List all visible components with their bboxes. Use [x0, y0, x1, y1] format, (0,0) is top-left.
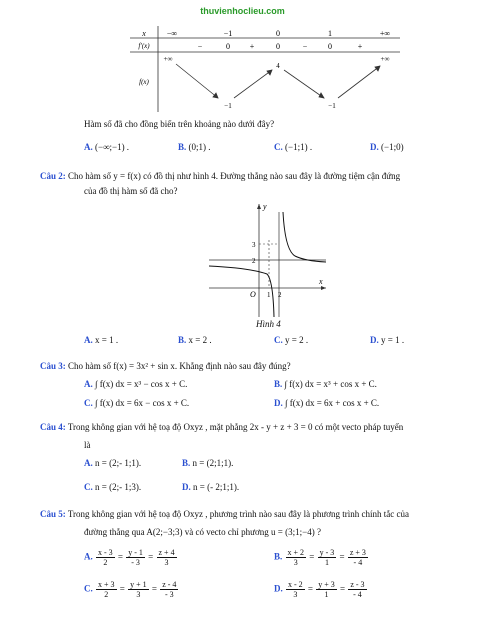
- q1-stem: Hàm số đã cho đồng biến trên khoảng nào dưới đây?: [84, 119, 275, 129]
- q4-d-text: n = (- 2;1;1).: [193, 482, 240, 492]
- q5-b-num-1: x + 2: [287, 548, 305, 557]
- q1-c-text: (−1;1) .: [285, 142, 313, 152]
- q4-b-text: n = (2;1;1).: [192, 458, 234, 468]
- q5-d-eq-1: =: [307, 583, 313, 594]
- q5-b-den-2: 1: [324, 558, 329, 567]
- q3-option-c[interactable]: [84, 397, 189, 409]
- q2-caption: Hình 4: [256, 319, 281, 329]
- q5-option-d[interactable]: [274, 580, 368, 599]
- fp-sign-2: +: [249, 42, 255, 51]
- q5-option-c[interactable]: [84, 580, 179, 599]
- q3-d-letter: D.: [274, 398, 283, 408]
- site-watermark: thuvienhoclieu.com: [200, 6, 285, 16]
- q5-c-den-2: 3: [136, 590, 141, 599]
- q5-d-den-1: 3: [293, 590, 298, 599]
- q3-line1: [40, 360, 291, 372]
- q5-d-num-3: z - 3: [350, 580, 365, 589]
- q5-a-letter: A.: [84, 551, 93, 562]
- q5-c-num-3: z - 4: [162, 580, 177, 589]
- q5-c-frac-2: [128, 580, 149, 599]
- graph-tick-y3: 3: [252, 241, 256, 249]
- q5-option-a[interactable]: [84, 548, 178, 567]
- q5-a-den-2: - 3: [131, 558, 140, 567]
- q5-c-frac-3: [160, 580, 178, 599]
- q2-d-text: y = 1 .: [381, 335, 405, 345]
- q5-b-frac-2: [318, 548, 337, 567]
- fp-sign-4: −: [302, 42, 308, 51]
- q3-stem: Cho hàm số f(x) = 3x² + sin x. Khẳng định nào sau đây đúng?: [68, 361, 291, 371]
- q2-d-letter: D.: [370, 335, 379, 345]
- q3-b-letter: B.: [274, 379, 283, 389]
- q2-option-b[interactable]: [178, 334, 212, 346]
- q1-c-letter: C.: [274, 142, 283, 152]
- graph-x-label: x: [319, 277, 323, 286]
- fp-sign-6: +: [357, 42, 363, 51]
- q4-option-a[interactable]: [84, 457, 141, 469]
- q1-b-letter: B.: [178, 142, 187, 152]
- q5-a-num-1: x - 3: [98, 548, 113, 557]
- q4-c-text: n = (2;- 1;3).: [95, 482, 142, 492]
- q5-a-den-1: 2: [103, 558, 108, 567]
- q5-a-num-2: y - 1: [128, 548, 143, 557]
- q2-label: Câu 2:: [40, 171, 66, 181]
- f-val-4: +∞: [380, 55, 390, 63]
- q1-option-d[interactable]: [370, 141, 404, 153]
- q2-option-a[interactable]: [84, 334, 118, 346]
- q4-option-c[interactable]: [84, 481, 141, 493]
- q3-c-letter: C.: [84, 398, 93, 408]
- q5-c-frac-1: [96, 580, 117, 599]
- q4-option-b[interactable]: [182, 457, 233, 469]
- x-val-0: −∞: [166, 29, 178, 38]
- q5-text-1: Trong không gian với hệ toạ độ Oxyz , phương trình nào sau đây là phương trình chính tắc của: [67, 509, 410, 519]
- q3-option-a[interactable]: [84, 378, 187, 390]
- q4-a-text: n = (2;- 1;1).: [95, 458, 142, 468]
- q3-d-text: ∫ f(x) dx = 6x + cos x + C.: [285, 398, 380, 408]
- q3-option-b[interactable]: [274, 378, 377, 390]
- q5-c-num-2: y + 1: [130, 580, 147, 589]
- q1-d-text: (−1;0): [381, 142, 404, 152]
- q5-option-b[interactable]: [274, 548, 369, 567]
- q5-c-den-1: 2: [104, 590, 109, 599]
- q5-b-letter: B.: [274, 551, 283, 562]
- q5-b-eq-2: =: [339, 551, 345, 562]
- q1-option-c[interactable]: [274, 141, 312, 153]
- q5-a-frac-3: [157, 548, 177, 567]
- q5-d-frac-2: [316, 580, 337, 599]
- q5-b-den-3: - 4: [353, 558, 363, 567]
- q5-b-frac-1: [286, 548, 307, 567]
- q2-line1: [40, 170, 400, 182]
- q5-a-frac-1: [96, 548, 115, 567]
- q2-b-text: x = 2 .: [188, 335, 212, 345]
- q5-d-num-1: x - 2: [288, 580, 303, 589]
- q5-label: Câu 5:: [40, 509, 66, 519]
- q2-graph: [205, 200, 330, 320]
- q1-option-a[interactable]: [84, 141, 129, 153]
- q3-a-letter: A.: [84, 379, 93, 389]
- fp-sign-3: 0: [276, 42, 280, 51]
- q1-a-letter: A.: [84, 142, 93, 152]
- f-val-1: −1: [224, 102, 232, 110]
- q5-d-frac-1: [286, 580, 305, 599]
- f-val-0: +∞: [163, 55, 173, 63]
- graph-tick-1: 1: [267, 291, 271, 299]
- q2-a-letter: A.: [84, 335, 93, 345]
- q5-d-eq-2: =: [340, 583, 346, 594]
- q5-a-num-3: z + 4: [158, 548, 175, 557]
- fp-sign-0: −: [197, 42, 203, 51]
- q1-d-letter: D.: [370, 142, 379, 152]
- q5-b-num-3: z + 3: [349, 548, 366, 557]
- q4-option-d[interactable]: [182, 481, 239, 493]
- f-val-3: −1: [328, 102, 336, 110]
- q5-line1: [40, 508, 409, 520]
- table-fp-label: f'(x): [138, 42, 150, 50]
- q4-a-letter: A.: [84, 458, 93, 468]
- q4-d-letter: D.: [182, 482, 191, 492]
- q3-option-d[interactable]: [274, 397, 379, 409]
- q5-d-frac-3: [348, 580, 366, 599]
- q2-c-text: y = 2 .: [285, 335, 309, 345]
- graph-y-label: y: [263, 202, 267, 211]
- table-x-label: x: [142, 29, 146, 38]
- q2-a-text: x = 1 .: [95, 335, 119, 345]
- q2-option-c[interactable]: [274, 334, 308, 346]
- q2-c-letter: C.: [274, 335, 283, 345]
- q2-b-letter: B.: [178, 335, 187, 345]
- q2-text-1: Cho hàm số y = f(x) có đồ thị như hình 4. Đường thẳng nào sau đây là đường tiệm cận đứng: [68, 171, 401, 181]
- q1-b-text: (0;1) .: [188, 142, 211, 152]
- q4-label: Câu 4:: [40, 422, 66, 432]
- q5-d-letter: D.: [274, 583, 283, 594]
- graph-tick-2: 2: [278, 291, 282, 299]
- x-val-4: +∞: [379, 29, 391, 38]
- x-val-3: 1: [328, 29, 332, 38]
- q5-a-den-3: 3: [164, 558, 169, 567]
- q5-b-eq-1: =: [309, 551, 315, 562]
- f-val-2: 4: [276, 62, 280, 70]
- q3-b-text: ∫ f(x) dx = x³ + cos x + C.: [284, 379, 377, 389]
- q4-line2: là: [84, 440, 91, 450]
- q5-d-den-2: 1: [324, 590, 329, 599]
- q5-c-eq-2: =: [151, 583, 157, 594]
- q5-b-frac-3: [348, 548, 368, 567]
- fp-sign-5: 0: [328, 42, 332, 51]
- x-val-1: −1: [223, 29, 233, 38]
- q1-option-b[interactable]: [178, 141, 211, 153]
- q5-c-num-1: x + 3: [98, 580, 115, 589]
- q5-b-den-1: 3: [293, 558, 298, 567]
- x-val-2: 0: [276, 29, 280, 38]
- q2-option-d[interactable]: [370, 334, 404, 346]
- q4-text-1: Trong không gian với hệ toạ độ Oxyz , mặt phẳng 2x - y + z + 3 = 0 có một vecto pháp tuyến: [67, 422, 404, 432]
- graph-origin: O: [250, 290, 256, 299]
- q5-c-den-3: - 3: [164, 590, 174, 599]
- q5-b-num-2: y - 3: [319, 548, 335, 557]
- q5-d-num-2: y + 3: [318, 580, 335, 589]
- graph-tick-y2: 2: [252, 257, 256, 265]
- q4-line1: [40, 421, 403, 433]
- q5-d-den-3: - 4: [353, 590, 362, 599]
- fp-sign-1: 0: [226, 42, 230, 51]
- variation-table: [130, 26, 400, 112]
- q2-line2: của đồ thị hàm số đã cho?: [84, 186, 178, 196]
- q4-b-letter: B.: [182, 458, 191, 468]
- q5-a-frac-2: [126, 548, 145, 567]
- q5-c-eq-1: =: [119, 583, 125, 594]
- q5-a-eq-1: =: [117, 551, 123, 562]
- q5-line2: đường thẳng qua A(2;−3;3) và có vecto chỉ phương u = (3;1;−4) ?: [84, 527, 321, 537]
- q3-c-text: ∫ f(x) dx = 6x − cos x + C.: [95, 398, 190, 408]
- q3-a-text: ∫ f(x) dx = x³ − cos x + C.: [95, 379, 188, 389]
- q4-c-letter: C.: [84, 482, 93, 492]
- q5-a-eq-2: =: [148, 551, 154, 562]
- q1-a-text: (−∞;−1) .: [95, 142, 130, 152]
- table-f-label: f(x): [139, 78, 149, 86]
- q5-c-letter: C.: [84, 583, 93, 594]
- q3-label: Câu 3:: [40, 361, 66, 371]
